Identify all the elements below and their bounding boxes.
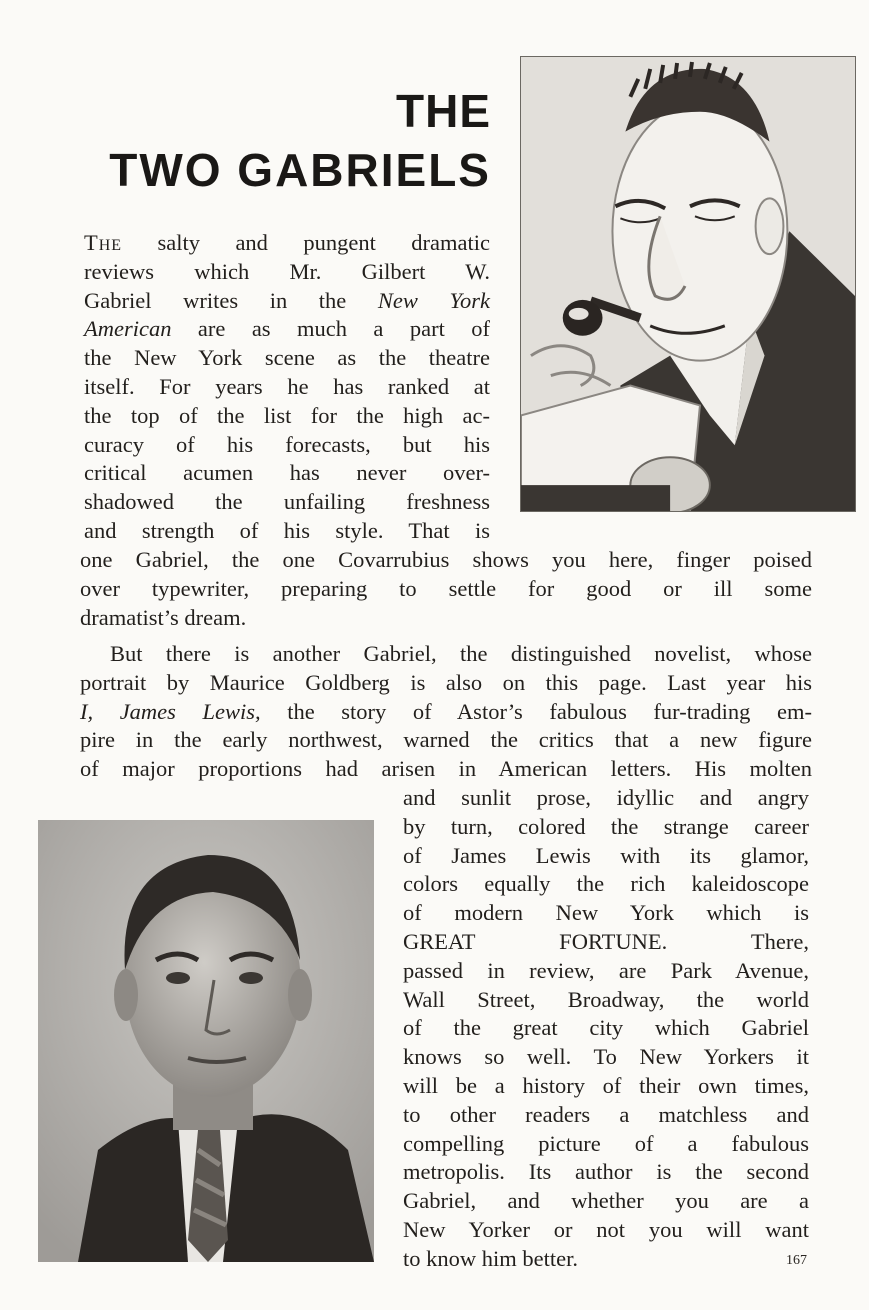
p2-col-line-2: by turn, colored the strange career [403,813,809,839]
p2-line-2: portrait by Maurice Goldberg is also on this page. Last year his [80,669,812,695]
p1-full-line-3: dramatist’s dream. [80,604,247,630]
p1-line-3a: Gabriel writes in the [84,287,378,313]
p2-col-line-1: and sunlit prose, idyllic and angry [403,785,809,810]
p1-line-8: curacy of his forecasts, but his [84,431,490,457]
p2-col-line-4: colors equally the rich kaleidoscope [403,871,809,897]
p2-col-line-17: to know him better. [403,1245,578,1271]
p2-col-line-3: of James Lewis with its glamor, [403,842,809,868]
p1-line-4: are as much a part of [171,316,490,342]
p1-full-line-2: over typewriter, preparing to settle for good or ill some [80,575,812,601]
p1-line-11: and strength of his style. That is [84,517,490,543]
p2-col-line-9: of the great city which Gabriel [403,1015,809,1041]
p1-line-7: the top of the list for the high ac- [84,402,490,428]
author-photograph [38,820,374,1262]
p2-line-4: pire in the early northwest, warned the critics that a new figure [80,727,812,753]
drop-word: The [84,230,123,255]
title-line-1: THE [396,85,491,137]
p1-line-9: critical acumen has never over- [84,460,490,486]
p2-col-line-15: Gabriel, and whether you are a [403,1188,809,1214]
p2-line-3: the story of Astor’s fabulous fur-trading em- [287,698,812,724]
article-title [109,82,491,200]
p2-col-line-13: compelling picture of a fabulous [403,1130,809,1156]
p2-col-line-8: Wall Street, Broadway, the world [403,986,809,1012]
caricature-illustration [520,56,856,512]
p1-full-line-1: one Gabriel, the one Covarrubius shows you here, finger poised [80,547,812,572]
p1-line-6: itself. For years he has ranked at [84,373,490,399]
newspaper-title-part-1: New York [377,287,490,313]
book-title: I, James Lewis, [80,698,261,724]
caricature-drawing [521,57,855,511]
p2-col-line-14: metropolis. Its author is the second [403,1159,809,1185]
p2-line-1: But there is another Gabriel, the distinguished novelist, whose [110,641,812,666]
p2-col-line-5: of modern New York which is [403,900,809,926]
paragraph-2-top [80,640,812,784]
portrait-drawing [38,820,374,1262]
newspaper-title-part-2: American [84,316,172,342]
paragraph-1-continuation [80,546,812,632]
p2-col-line-6: GREAT FORTUNE. There, [403,928,809,954]
page-number: 167 [786,1253,807,1268]
p2-col-line-11: will be a history of their own times, [403,1072,809,1098]
p2-col-line-16: New Yorker or not you will want [403,1216,809,1242]
p1-line-5: the New York scene as the theatre [84,345,490,371]
p1-line-2: reviews which Mr. Gilbert W. [84,258,490,284]
paragraph-2-column [403,784,809,1274]
p1-line-1: salty and pungent dramatic [122,230,490,255]
p2-col-line-7: passed in review, are Park Avenue, [403,957,809,983]
title-line-2: TWO GABRIELS [109,144,491,196]
p2-line-5: of major proportions had arisen in American letters. His molten [80,756,812,782]
p2-col-line-12: to other readers a matchless and [403,1101,809,1127]
paragraph-1-column [84,229,490,546]
p1-line-10: shadowed the unfailing freshness [84,489,490,515]
p2-col-line-10: knows so well. To New Yorkers it [403,1044,809,1070]
